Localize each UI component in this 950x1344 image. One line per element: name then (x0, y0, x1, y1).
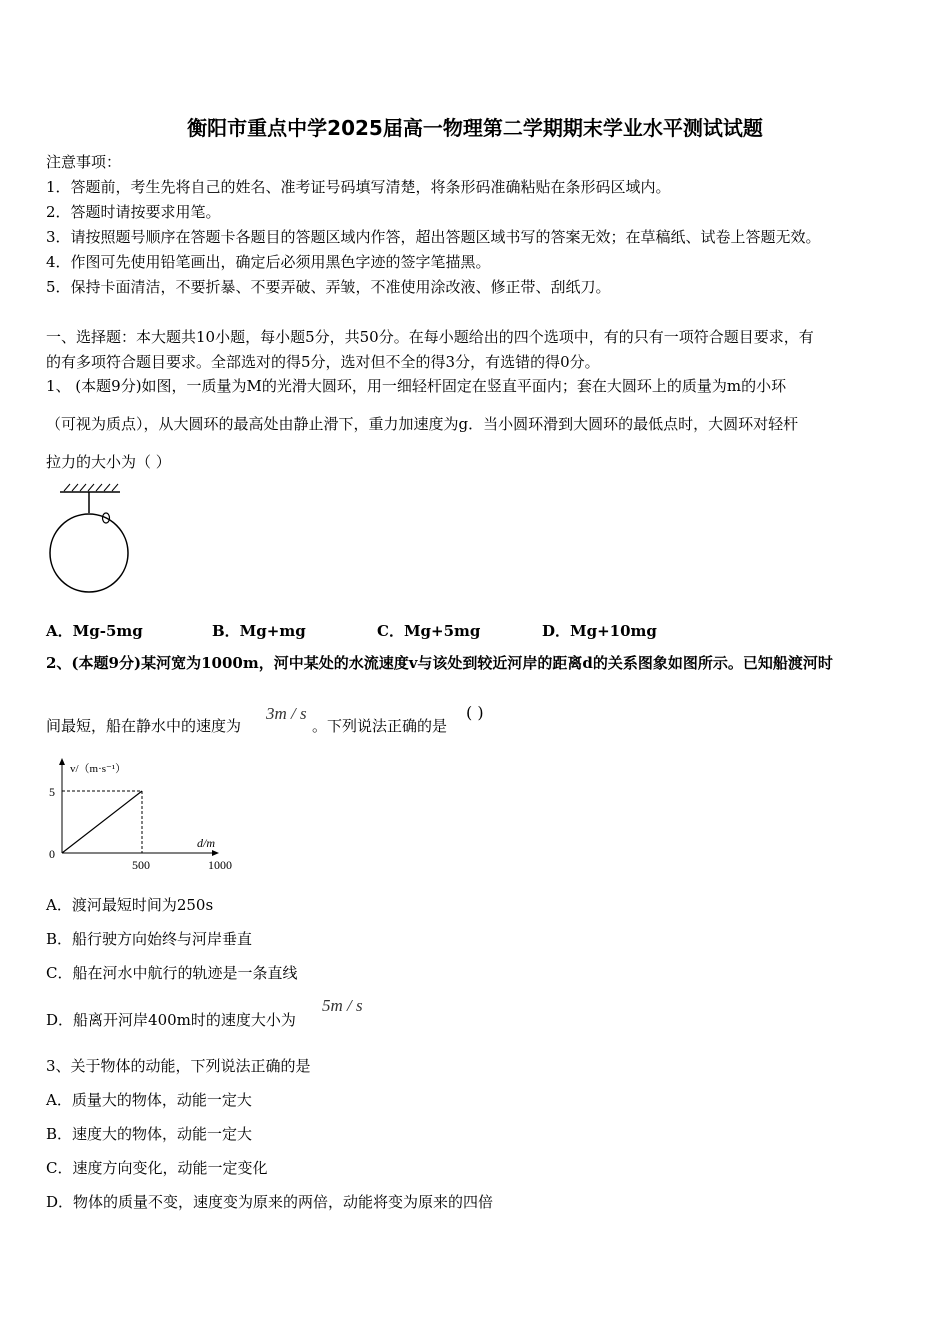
question-2-option-b: B．船行驶方向始终与河岸垂直 (46, 930, 253, 948)
ceiling-hatch (64, 484, 118, 491)
question-3-option-a: A．质量大的物体，动能一定大 (46, 1091, 252, 1109)
y-axis-label: v/（m·s⁻¹） (70, 763, 127, 775)
question-2-stem-pre: 间最短，船在静水中的速度为 (46, 717, 242, 735)
ring-figure (44, 482, 136, 597)
velocity-line (62, 791, 142, 853)
question-1-option-b: B．Mg+mg (212, 622, 306, 640)
question-1-option-a: A．Mg-5mg (46, 622, 143, 640)
notice-item: 2．答题时请按要求用笔。 (46, 203, 221, 221)
x-axis-label: d/m (197, 836, 215, 850)
question-2-option-a: A．渡河最短时间为250s (46, 896, 214, 914)
notice-item: 3．请按照题号顺序在答题卡各题目的答题区域内作答，超出答题区域书写的答案无效；在草稿纸、试卷上答题无效。 (46, 228, 821, 246)
option-d-speed-formula: 5m / s (322, 996, 363, 1015)
question-3-option-d: D．物体的质量不变，速度变为原来的两倍，动能将变为原来的四倍 (46, 1193, 494, 1211)
question-2-option-c: C．船在河水中航行的轨迹是一条直线 (46, 964, 298, 982)
notice-item: 1．答题前，考生先将自己的姓名、准考证号码填写清楚，将条形码准确粘贴在条形码区域内。 (46, 178, 671, 196)
question-2-stem-post: 。下列说法正确的是 (312, 717, 448, 735)
question-3-option-b: B．速度大的物体，动能一定大 (46, 1125, 253, 1143)
notice-item: 5．保持卡面清洁，不要折暴、不要弄破、弄皱，不准使用涂改液、修正带、刮纸刀。 (46, 278, 611, 296)
section-instructions-line: 一、选择题：本大题共10小题，每小题5分，共50分。在每小题给出的四个选项中，有的只有一项符合题目要求，有 (46, 328, 814, 346)
notice-item: 4．作图可先使用铅笔画出，确定后必须用黑色字迹的签字笔描黑。 (46, 253, 491, 271)
x-axis-arrow (212, 850, 219, 856)
section-instructions-line: 的有多项符合题目要求。全部选对的得5分，选对但不全的得3分，有选错的得0分。 (46, 353, 600, 371)
notice-heading: 注意事项： (46, 153, 122, 171)
y-tick-label: 5 (49, 785, 55, 799)
large-ring (50, 514, 128, 592)
question-1-option-d: D．Mg+10mg (542, 622, 657, 640)
question-2-stem: 2、(本题9分)某河宽为1000m，河中某处的水流速度v与该处到较近河岸的距离d的关系图象如图所示。已知船渡河时 (46, 654, 833, 672)
boat-speed-formula: 3m / s (266, 704, 307, 723)
origin-label: 0 (49, 847, 55, 861)
velocity-distance-chart (44, 756, 234, 878)
question-1-stem: 拉力的大小为（ ） (46, 453, 171, 471)
x-tick-label: 500 (132, 858, 150, 872)
answer-blank: ( ) (466, 703, 484, 722)
y-axis-arrow (59, 758, 65, 765)
question-1-option-c: C．Mg+5mg (377, 622, 481, 640)
page-title: 衡阳市重点中学2025届高一物理第二学期期末学业水平测试试题 (187, 116, 763, 140)
question-2-option-d: D．船离开河岸400m时的速度大小为 (46, 1011, 296, 1029)
question-3-stem: 3、关于物体的动能，下列说法正确的是 (46, 1057, 311, 1075)
x-tick-label: 1000 (208, 858, 232, 872)
question-3-option-c: C．速度方向变化，动能一定变化 (46, 1159, 268, 1177)
question-1-stem: （可视为质点），从大圆环的最高处由静止滑下，重力加速度为g．当小圆环滑到大圆环的最低点时，大圆环对轻杆 (46, 415, 799, 433)
question-1-stem: 1、 (本题9分)如图，一质量为M的光滑大圆环，用一细轻杆固定在竖直平面内；套在大圆环上的质量为m的小环 (46, 377, 787, 395)
